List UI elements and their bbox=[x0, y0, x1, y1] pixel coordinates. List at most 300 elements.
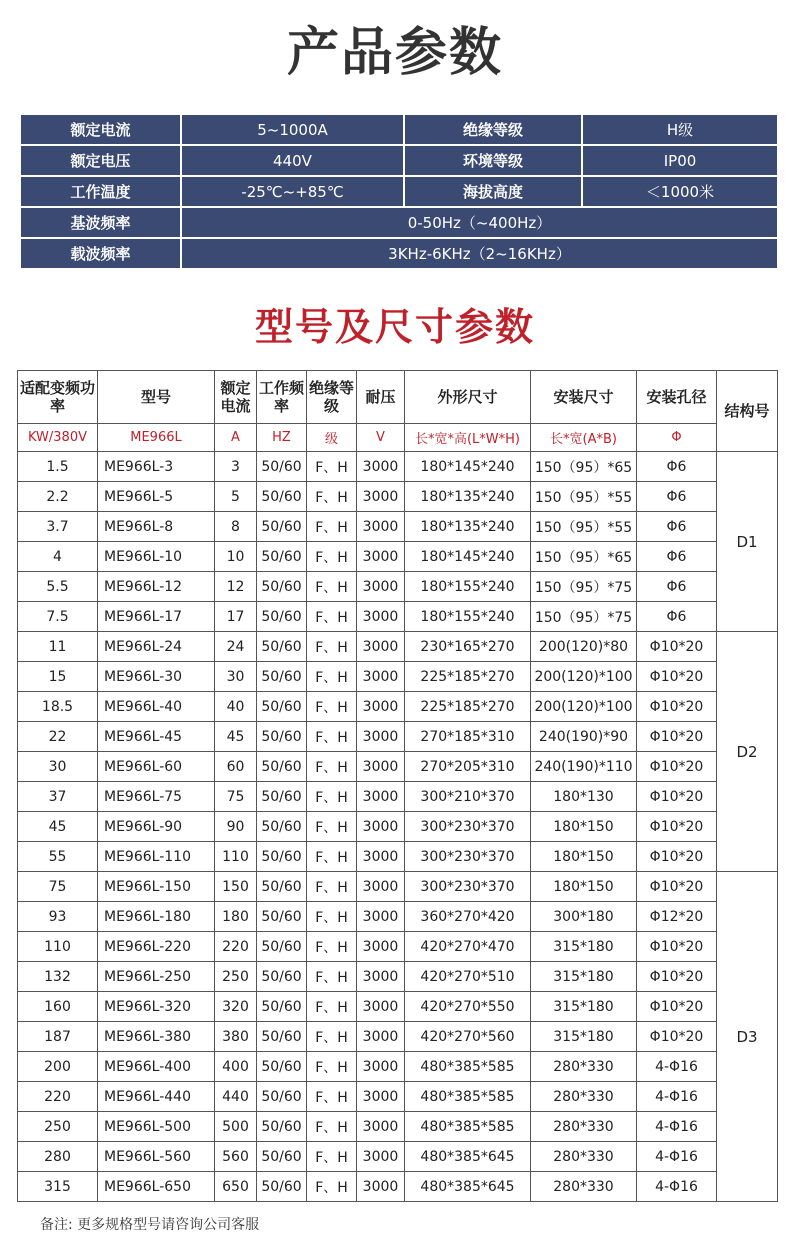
table-cell: 420*270*550 bbox=[405, 992, 531, 1022]
table-cell: 15 bbox=[18, 662, 98, 692]
table-cell: 37 bbox=[18, 782, 98, 812]
spec-row bbox=[20, 207, 778, 238]
table-cell: F、H bbox=[307, 1172, 357, 1202]
table-cell: 180 bbox=[215, 902, 257, 932]
table-cell: 240(190)*110 bbox=[531, 752, 637, 782]
table-cell: 8 bbox=[215, 512, 257, 542]
units-row bbox=[18, 424, 778, 452]
table-cell: 300*230*370 bbox=[405, 842, 531, 872]
table-cell: ME966L-380 bbox=[98, 1022, 215, 1052]
table-row bbox=[18, 752, 778, 782]
table-cell: 300*230*370 bbox=[405, 812, 531, 842]
spec-label: 绝缘等级 bbox=[404, 114, 582, 145]
table-cell: 3000 bbox=[357, 752, 405, 782]
table-cell: F、H bbox=[307, 962, 357, 992]
table-row bbox=[18, 662, 778, 692]
table-cell: 280*330 bbox=[531, 1082, 637, 1112]
table-cell: Φ12*20 bbox=[637, 902, 717, 932]
table-cell: 150（95）*65 bbox=[531, 542, 637, 572]
table-cell: Φ10*20 bbox=[637, 842, 717, 872]
spec-label: 额定电流 bbox=[20, 114, 181, 145]
table-row bbox=[18, 782, 778, 812]
spec-label: 基波频率 bbox=[20, 207, 181, 238]
table-cell: 480*385*585 bbox=[405, 1052, 531, 1082]
table-row bbox=[18, 452, 778, 482]
table-cell: 315*180 bbox=[531, 992, 637, 1022]
table-cell: F、H bbox=[307, 572, 357, 602]
table-cell: 180*150 bbox=[531, 842, 637, 872]
table-cell: 300*210*370 bbox=[405, 782, 531, 812]
table-cell: 10 bbox=[215, 542, 257, 572]
table-cell: Φ10*20 bbox=[637, 752, 717, 782]
page-title: 产品参数 bbox=[286, 23, 503, 83]
table-cell: 400 bbox=[215, 1052, 257, 1082]
table-cell: 3000 bbox=[357, 992, 405, 1022]
table-cell: 225*185*270 bbox=[405, 692, 531, 722]
spec-value: 440V bbox=[181, 145, 404, 176]
table-cell: Φ6 bbox=[637, 512, 717, 542]
table-cell: 50/60 bbox=[257, 722, 307, 752]
table-cell: 30 bbox=[18, 752, 98, 782]
table-cell: 50/60 bbox=[257, 1172, 307, 1202]
table-row bbox=[18, 872, 778, 902]
table-cell: 3000 bbox=[357, 632, 405, 662]
unit-cell: 长*宽*高(L*W*H) bbox=[405, 424, 531, 452]
table-cell: 420*270*560 bbox=[405, 1022, 531, 1052]
table-cell: 3000 bbox=[357, 1022, 405, 1052]
table-cell: F、H bbox=[307, 1022, 357, 1052]
unit-cell: 级 bbox=[307, 424, 357, 452]
table-cell: 50/60 bbox=[257, 1112, 307, 1142]
table-cell: ME966L-45 bbox=[98, 722, 215, 752]
unit-cell: HZ bbox=[257, 424, 307, 452]
header-cell-structure: 结构号 bbox=[717, 371, 778, 452]
table-cell: 480*385*645 bbox=[405, 1142, 531, 1172]
table-cell: 300*230*370 bbox=[405, 872, 531, 902]
table-cell: 3000 bbox=[357, 1082, 405, 1112]
table-cell: Φ10*20 bbox=[637, 812, 717, 842]
section-title: 型号及尺寸参数 bbox=[254, 305, 535, 349]
table-cell: 110 bbox=[18, 932, 98, 962]
table-cell: 250 bbox=[18, 1112, 98, 1142]
table-cell: 4-Φ16 bbox=[637, 1172, 717, 1202]
table-cell: 187 bbox=[18, 1022, 98, 1052]
table-cell: ME966L-8 bbox=[98, 512, 215, 542]
header-cell: 耐压 bbox=[357, 371, 405, 424]
table-cell: ME966L-3 bbox=[98, 452, 215, 482]
table-cell: 7.5 bbox=[18, 602, 98, 632]
unit-cell: Φ bbox=[637, 424, 717, 452]
table-cell: 5 bbox=[215, 482, 257, 512]
table-cell: Φ10*20 bbox=[637, 872, 717, 902]
table-cell: 180*145*240 bbox=[405, 542, 531, 572]
table-cell: 3000 bbox=[357, 872, 405, 902]
table-cell: 5.5 bbox=[18, 572, 98, 602]
table-cell: 150（95）*75 bbox=[531, 602, 637, 632]
table-cell: F、H bbox=[307, 1082, 357, 1112]
table-cell: 240(190)*90 bbox=[531, 722, 637, 752]
table-cell: 60 bbox=[215, 752, 257, 782]
table-row bbox=[18, 542, 778, 572]
table-cell: 4-Φ16 bbox=[637, 1082, 717, 1112]
table-cell: 50/60 bbox=[257, 962, 307, 992]
table-cell: 110 bbox=[215, 842, 257, 872]
table-row bbox=[18, 1142, 778, 1172]
table-cell: 420*270*510 bbox=[405, 962, 531, 992]
table-cell: ME966L-320 bbox=[98, 992, 215, 1022]
table-cell: 280*330 bbox=[531, 1052, 637, 1082]
table-cell: F、H bbox=[307, 842, 357, 872]
header-cell: 安装尺寸 bbox=[531, 371, 637, 424]
table-cell: 150（95）*75 bbox=[531, 572, 637, 602]
header-cell: 安装孔径 bbox=[637, 371, 717, 424]
table-cell: F、H bbox=[307, 722, 357, 752]
table-row bbox=[18, 902, 778, 932]
table-cell: Φ10*20 bbox=[637, 722, 717, 752]
table-cell: 4-Φ16 bbox=[637, 1142, 717, 1172]
table-cell: ME966L-180 bbox=[98, 902, 215, 932]
table-row bbox=[18, 1052, 778, 1082]
table-cell: 180*145*240 bbox=[405, 452, 531, 482]
table-cell: 3000 bbox=[357, 602, 405, 632]
table-cell: Φ10*20 bbox=[637, 932, 717, 962]
table-cell: ME966L-40 bbox=[98, 692, 215, 722]
table-cell: 200(120)*100 bbox=[531, 662, 637, 692]
table-row bbox=[18, 992, 778, 1022]
table-row bbox=[18, 1112, 778, 1142]
table-cell: 3000 bbox=[357, 842, 405, 872]
table-cell: ME966L-150 bbox=[98, 872, 215, 902]
table-cell: 45 bbox=[215, 722, 257, 752]
table-cell: Φ10*20 bbox=[637, 992, 717, 1022]
table-cell: 50/60 bbox=[257, 1052, 307, 1082]
table-cell: ME966L-60 bbox=[98, 752, 215, 782]
table-cell: 150（95）*55 bbox=[531, 512, 637, 542]
table-cell: ME966L-30 bbox=[98, 662, 215, 692]
table-row bbox=[18, 962, 778, 992]
table-cell: Φ10*20 bbox=[637, 662, 717, 692]
table-cell: 93 bbox=[18, 902, 98, 932]
table-cell: 50/60 bbox=[257, 572, 307, 602]
table-cell: 50/60 bbox=[257, 932, 307, 962]
table-cell: 3000 bbox=[357, 932, 405, 962]
table-cell: 200(120)*100 bbox=[531, 692, 637, 722]
table-cell: 650 bbox=[215, 1172, 257, 1202]
table-cell: 220 bbox=[215, 932, 257, 962]
table-row bbox=[18, 572, 778, 602]
model-table bbox=[17, 370, 778, 1202]
table-cell: 3000 bbox=[357, 482, 405, 512]
table-cell: 200 bbox=[18, 1052, 98, 1082]
table-cell: F、H bbox=[307, 1052, 357, 1082]
table-cell: 4-Φ16 bbox=[637, 1052, 717, 1082]
table-cell: Φ10*20 bbox=[637, 962, 717, 992]
table-cell: 150（95）*55 bbox=[531, 482, 637, 512]
unit-cell: KW/380V bbox=[18, 424, 98, 452]
table-cell: 50/60 bbox=[257, 1142, 307, 1172]
table-cell: ME966L-12 bbox=[98, 572, 215, 602]
table-cell: 30 bbox=[215, 662, 257, 692]
table-cell: ME966L-110 bbox=[98, 842, 215, 872]
table-cell: ME966L-560 bbox=[98, 1142, 215, 1172]
table-cell: 230*165*270 bbox=[405, 632, 531, 662]
table-cell: 2.2 bbox=[18, 482, 98, 512]
table-cell: ME966L-220 bbox=[98, 932, 215, 962]
table-cell: F、H bbox=[307, 482, 357, 512]
table-cell: Φ6 bbox=[637, 482, 717, 512]
table-cell: 220 bbox=[18, 1082, 98, 1112]
unit-cell: A bbox=[215, 424, 257, 452]
table-cell: 11 bbox=[18, 632, 98, 662]
header-cell: 外形尺寸 bbox=[405, 371, 531, 424]
table-cell: F、H bbox=[307, 752, 357, 782]
table-cell: Φ6 bbox=[637, 542, 717, 572]
table-cell: 180*155*240 bbox=[405, 602, 531, 632]
table-cell: 200(120)*80 bbox=[531, 632, 637, 662]
table-cell: ME966L-400 bbox=[98, 1052, 215, 1082]
table-row bbox=[18, 632, 778, 662]
table-cell: 1.5 bbox=[18, 452, 98, 482]
table-cell: F、H bbox=[307, 902, 357, 932]
table-cell: 4-Φ16 bbox=[637, 1112, 717, 1142]
table-row bbox=[18, 512, 778, 542]
spec-row bbox=[20, 176, 778, 207]
table-cell: 50/60 bbox=[257, 452, 307, 482]
table-cell: F、H bbox=[307, 662, 357, 692]
table-cell: 3000 bbox=[357, 542, 405, 572]
table-cell: 560 bbox=[215, 1142, 257, 1172]
table-cell: 45 bbox=[18, 812, 98, 842]
table-cell: 3000 bbox=[357, 662, 405, 692]
spec-label: 环境等级 bbox=[404, 145, 582, 176]
unit-cell: 长*宽(A*B) bbox=[531, 424, 637, 452]
table-cell: 40 bbox=[215, 692, 257, 722]
table-cell: 3 bbox=[215, 452, 257, 482]
table-cell: 270*205*310 bbox=[405, 752, 531, 782]
table-cell: 3000 bbox=[357, 1112, 405, 1142]
table-cell: 315 bbox=[18, 1172, 98, 1202]
table-cell: 50/60 bbox=[257, 512, 307, 542]
table-cell: Φ6 bbox=[637, 572, 717, 602]
table-cell: 12 bbox=[215, 572, 257, 602]
table-cell: 315*180 bbox=[531, 932, 637, 962]
model-table-body bbox=[18, 452, 778, 1202]
table-cell: 3000 bbox=[357, 512, 405, 542]
header-cell: 绝缘等级 bbox=[307, 371, 357, 424]
table-cell: 50/60 bbox=[257, 482, 307, 512]
table-cell: F、H bbox=[307, 632, 357, 662]
table-cell: 50/60 bbox=[257, 632, 307, 662]
table-cell: 50/60 bbox=[257, 752, 307, 782]
table-cell: F、H bbox=[307, 542, 357, 572]
table-cell: Φ10*20 bbox=[637, 782, 717, 812]
table-cell: 3000 bbox=[357, 1142, 405, 1172]
table-cell: Φ10*20 bbox=[637, 692, 717, 722]
table-cell: 180*135*240 bbox=[405, 482, 531, 512]
table-cell: 180*155*240 bbox=[405, 572, 531, 602]
table-cell: 22 bbox=[18, 722, 98, 752]
table-cell: ME966L-500 bbox=[98, 1112, 215, 1142]
spec-value: 0-50Hz（~400Hz） bbox=[181, 207, 778, 238]
table-cell: 50/60 bbox=[257, 842, 307, 872]
table-cell: 3000 bbox=[357, 1172, 405, 1202]
spec-value: 3KHz-6KHz（2~16KHz） bbox=[181, 238, 778, 269]
table-cell: ME966L-440 bbox=[98, 1082, 215, 1112]
spec-table bbox=[19, 113, 779, 270]
structure-cell: D3 bbox=[717, 872, 778, 1202]
table-cell: 180*150 bbox=[531, 872, 637, 902]
table-cell: 320 bbox=[215, 992, 257, 1022]
table-cell: Φ6 bbox=[637, 452, 717, 482]
footnote: 备注: 更多规格型号请咨询公司客服 bbox=[40, 1217, 260, 1233]
table-cell: F、H bbox=[307, 812, 357, 842]
table-cell: F、H bbox=[307, 782, 357, 812]
table-cell: 50/60 bbox=[257, 602, 307, 632]
table-cell: 360*270*420 bbox=[405, 902, 531, 932]
table-cell: ME966L-17 bbox=[98, 602, 215, 632]
table-cell: 24 bbox=[215, 632, 257, 662]
spec-value: ＜1000米 bbox=[582, 176, 778, 207]
table-cell: 3000 bbox=[357, 812, 405, 842]
table-cell: 280*330 bbox=[531, 1112, 637, 1142]
table-cell: 50/60 bbox=[257, 1022, 307, 1052]
table-cell: 380 bbox=[215, 1022, 257, 1052]
table-cell: F、H bbox=[307, 932, 357, 962]
table-cell: ME966L-250 bbox=[98, 962, 215, 992]
table-cell: 75 bbox=[18, 872, 98, 902]
spec-label: 海拔高度 bbox=[404, 176, 582, 207]
table-cell: 280 bbox=[18, 1142, 98, 1172]
table-cell: ME966L-650 bbox=[98, 1172, 215, 1202]
spec-label: 工作温度 bbox=[20, 176, 181, 207]
table-cell: Φ10*20 bbox=[637, 1022, 717, 1052]
table-cell: 480*385*585 bbox=[405, 1112, 531, 1142]
table-row bbox=[18, 722, 778, 752]
table-cell: 150（95）*65 bbox=[531, 452, 637, 482]
unit-cell: V bbox=[357, 424, 405, 452]
table-cell: 250 bbox=[215, 962, 257, 992]
table-cell: 132 bbox=[18, 962, 98, 992]
structure-cell: D1 bbox=[717, 452, 778, 632]
table-cell: 50/60 bbox=[257, 872, 307, 902]
table-row bbox=[18, 1082, 778, 1112]
table-cell: 3000 bbox=[357, 692, 405, 722]
header-cell: 型号 bbox=[98, 371, 215, 424]
header-cell: 工作频率 bbox=[257, 371, 307, 424]
table-cell: F、H bbox=[307, 1142, 357, 1172]
table-row bbox=[18, 482, 778, 512]
table-cell: F、H bbox=[307, 452, 357, 482]
table-cell: 50/60 bbox=[257, 692, 307, 722]
table-row bbox=[18, 602, 778, 632]
table-cell: F、H bbox=[307, 872, 357, 902]
table-cell: 480*385*645 bbox=[405, 1172, 531, 1202]
table-cell: 18.5 bbox=[18, 692, 98, 722]
table-cell: 270*185*310 bbox=[405, 722, 531, 752]
table-cell: F、H bbox=[307, 692, 357, 722]
table-cell: 50/60 bbox=[257, 662, 307, 692]
table-cell: 225*185*270 bbox=[405, 662, 531, 692]
table-row bbox=[18, 932, 778, 962]
table-cell: 50/60 bbox=[257, 812, 307, 842]
table-cell: 3000 bbox=[357, 962, 405, 992]
table-cell: 50/60 bbox=[257, 782, 307, 812]
table-cell: Φ6 bbox=[637, 602, 717, 632]
spec-label: 额定电压 bbox=[20, 145, 181, 176]
table-cell: 280*330 bbox=[531, 1172, 637, 1202]
header-cell: 适配变频功率 bbox=[18, 371, 98, 424]
spec-row bbox=[20, 238, 778, 269]
table-row bbox=[18, 812, 778, 842]
spec-label: 载波频率 bbox=[20, 238, 181, 269]
table-cell: 3.7 bbox=[18, 512, 98, 542]
table-cell: 17 bbox=[215, 602, 257, 632]
table-cell: 75 bbox=[215, 782, 257, 812]
table-cell: 160 bbox=[18, 992, 98, 1022]
table-cell: 50/60 bbox=[257, 902, 307, 932]
spec-value: H级 bbox=[582, 114, 778, 145]
table-cell: 50/60 bbox=[257, 542, 307, 572]
table-cell: 90 bbox=[215, 812, 257, 842]
table-cell: ME966L-90 bbox=[98, 812, 215, 842]
table-cell: 180*130 bbox=[531, 782, 637, 812]
spec-value: -25℃~+85℃ bbox=[181, 176, 404, 207]
table-cell: Φ10*20 bbox=[637, 632, 717, 662]
table-cell: 4 bbox=[18, 542, 98, 572]
table-cell: 500 bbox=[215, 1112, 257, 1142]
table-cell: 315*180 bbox=[531, 1022, 637, 1052]
table-cell: F、H bbox=[307, 992, 357, 1022]
table-cell: 440 bbox=[215, 1082, 257, 1112]
spec-value: 5~1000A bbox=[181, 114, 404, 145]
table-cell: 50/60 bbox=[257, 1082, 307, 1112]
table-cell: 3000 bbox=[357, 722, 405, 752]
table-cell: 480*385*585 bbox=[405, 1082, 531, 1112]
table-cell: 3000 bbox=[357, 452, 405, 482]
unit-cell: ME966L bbox=[98, 424, 215, 452]
table-cell: ME966L-10 bbox=[98, 542, 215, 572]
table-cell: 300*180 bbox=[531, 902, 637, 932]
structure-cell: D2 bbox=[717, 632, 778, 872]
table-row bbox=[18, 692, 778, 722]
table-cell: ME966L-5 bbox=[98, 482, 215, 512]
table-cell: 180*135*240 bbox=[405, 512, 531, 542]
table-cell: F、H bbox=[307, 512, 357, 542]
table-cell: 55 bbox=[18, 842, 98, 872]
header-cell: 额定电流 bbox=[215, 371, 257, 424]
table-row bbox=[18, 842, 778, 872]
spec-value: IP00 bbox=[582, 145, 778, 176]
table-cell: ME966L-24 bbox=[98, 632, 215, 662]
table-cell: ME966L-75 bbox=[98, 782, 215, 812]
table-row bbox=[18, 1022, 778, 1052]
table-row bbox=[18, 1172, 778, 1202]
table-cell: 150 bbox=[215, 872, 257, 902]
table-cell: F、H bbox=[307, 1112, 357, 1142]
spec-row bbox=[20, 145, 778, 176]
table-cell: 280*330 bbox=[531, 1142, 637, 1172]
table-cell: 3000 bbox=[357, 572, 405, 602]
spec-row bbox=[20, 114, 778, 145]
header-row bbox=[18, 371, 778, 424]
table-cell: 3000 bbox=[357, 1052, 405, 1082]
table-cell: 3000 bbox=[357, 902, 405, 932]
table-cell: 50/60 bbox=[257, 992, 307, 1022]
table-cell: F、H bbox=[307, 602, 357, 632]
table-cell: 3000 bbox=[357, 782, 405, 812]
table-cell: 180*150 bbox=[531, 812, 637, 842]
table-cell: 420*270*470 bbox=[405, 932, 531, 962]
